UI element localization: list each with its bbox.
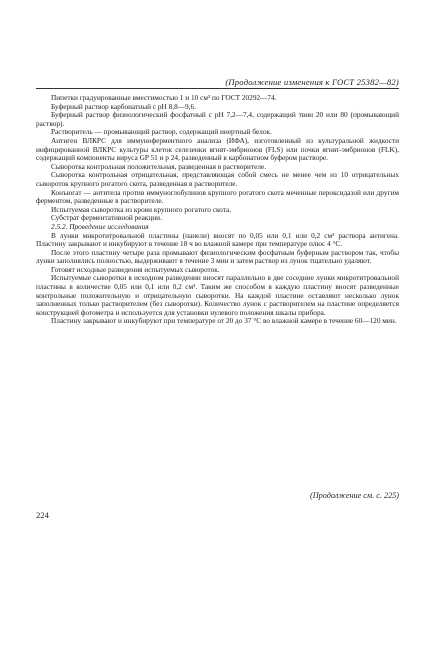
paragraph-positive-serum: Сыворотка контрольная положительная, разведенная в растворителе. [51, 161, 267, 171]
paragraph-test-serum: Испытуемая сыворотка из крови крупного рогатого скота. [51, 204, 232, 214]
page-number: 224 [36, 510, 49, 520]
paragraph-dilutions: Готовят исходные разведения испытуемых сывороток. [51, 264, 220, 274]
paragraph-conjugate: Конъюгат — антитела против иммуноглобулинов крупного рогатого скота меченные пероксидазой или другим ферментом, разведенные в растворителе. [36, 187, 399, 206]
document-body [36, 94, 399, 326]
paragraph-serum-application: Испытуемые сыворотки в исходном разведении вносят параллельно в две соседние лунки микротитровальной пластины в количестве 0,05 или 0,1 или 0,2 см³. Таким же способом в каждую пластину вносят разведенные контрольные положительную и отрицательную сыворотки. На каждой пластине оставляют несколько лунок заполненных только растворителем (без сыворотки). Количество лунок с растворителем на пластине определяется конструкцией фотометра и используется для установки нулевого положения шкалы прибора. [36, 273, 399, 317]
paragraph-incubation: Пластину закрывают и инкубируют при температуре от 20 до 37 °С во влажной камере в течение 60—120 мин. [51, 316, 397, 326]
paragraph-substrate: Субстрат ферментативной реакции. [51, 213, 162, 223]
continued-note: (Продолжение см. с. 225) [310, 491, 399, 500]
paragraph-negative-serum: Сыворотка контрольная отрицательная, представляющая собой смесь не менее чем из 10 отрицательных сывороток крупного рогатого скота, разведенная в растворителе. [36, 170, 399, 188]
paragraph-solvent: Растворитель — промывающий раствор, содержащий инертный белок. [51, 127, 272, 137]
paragraph-washing: После этого пластину четыре раза промывают физиологическим фосфатным буферным раствором так, чтобы лунки заполнялись полностью, выдерживают в течение 3 мин и затем раствор из лунок тщательно удаляют. [36, 247, 399, 266]
continuation-header: (Продолжение изменения к ГОСТ 25382—82) [225, 77, 399, 87]
paragraph-carbonate-buffer: Буферный раствор карбонатный с pH 8,8—9,6. [51, 101, 196, 111]
paragraph-pipettes: Пипетки градуированные вместимостью 1 и 10 см³ по ГОСТ 20292—74. [51, 93, 277, 102]
section-heading: 2.5.2. Проведение исследования [51, 221, 149, 231]
header-rule [36, 88, 399, 89]
paragraph-phosphate-buffer: Буферный раствор физиологический фосфатный с pH 7,2—7,4, содержащий твин 20 или 80 (промывающий раствор). [36, 110, 399, 128]
paragraph-antigen-application: В лунки микротитровальной пластины (панели) вносят по 0,05 или 0,1 или 0,2 см³ раствора антигена. Пластину закрывают и инкубируют в течение 18 ч во влажной камере при температуре плюс 4 °С. [36, 230, 399, 249]
paragraph-antigen: Антиген ВЛКРС для иммуноферментного анализа (ИФА), изготовленный из культуральной жидкости инфицированной ВЛКРС культуры клеток селезенки ягнят-эмбрионов (FLS) или почки ягнят-эмбрионов (FLK), содержащий компоненты вируса GP 51 и p 24, разведенный в карбонатном буфером растворе. [36, 135, 399, 163]
